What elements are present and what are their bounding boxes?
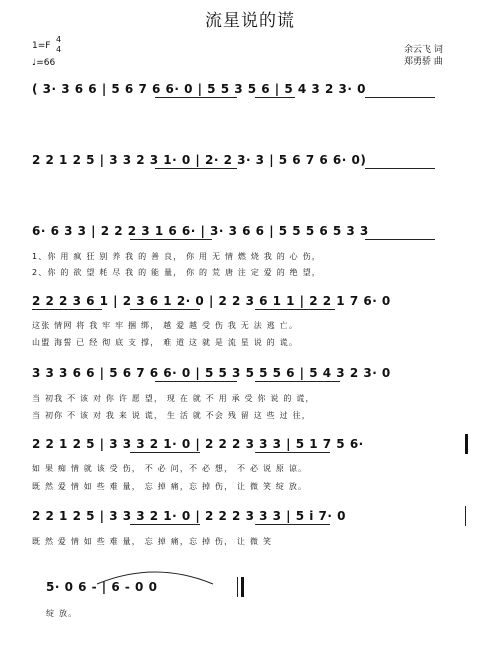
notation-line-2: 2 2 1 2 5 | 3 3 2 3 1· 0 | 2· 2 3· 3 | 5 6 7 6 6· 0): [32, 153, 367, 167]
notation-line-8: 5· 0 6 - | 6 - 0 0: [46, 580, 158, 594]
notation-line-7: 2 2 1 2 5 | 3 3 3 2 1· 0 | 2 2 2 3 3 3 | 5 i 7· 0: [32, 509, 346, 523]
beam-line-1a: [155, 97, 237, 98]
lyrics-line-5-verse-2: 当 初你 不 该 对 我 来 说 谎， 生 活 就 不会 残 留 这 些 过 往，: [32, 411, 311, 420]
notation-line-3: 6· 6 3 3 | 2 2 2 3 1 6 6· | 3· 3 6 6 | 5 5 5 6 5 3 3: [32, 224, 369, 238]
beam-line-5b: [255, 381, 340, 382]
composer-credit: 郑勇骄 曲: [404, 57, 443, 67]
tempo-marking: ♩=66: [32, 58, 56, 68]
beam-line-4c: [255, 309, 335, 310]
lyrics-line-6-verse-1: 如 果 痴 情 就 该 受 伤， 不 必 问，不 必 想， 不 必 说 原 谅。: [32, 464, 308, 473]
beam-line-6a: [130, 452, 200, 453]
beam-line-5a: [155, 381, 237, 382]
repeat-bar-line-6: [465, 434, 468, 454]
song-title: 流星说的谎: [205, 11, 295, 31]
time-signature-top: 4: [56, 35, 62, 44]
bar-line-7-end: [465, 506, 466, 526]
lyrics-line-6-verse-2: 既 然 爱 情 如 些 难 量， 忘 掉 痛，忘 掉 伤， 让 微 笑 绽 放。: [32, 482, 308, 491]
lyrics-line-8: 绽 放。: [46, 609, 78, 618]
lyrics-line-3-verse-1: 1、你 用 疯 狂 别 养 我 的 善 良， 你 用 无 情 燃 烧 我 的 心 伤，: [32, 252, 322, 261]
time-signature-bottom: 4: [56, 45, 62, 54]
beam-line-3b: [365, 239, 435, 240]
beam-line-7b: [255, 524, 330, 525]
lyrics-line-3-verse-2: 2、你 的 欲 望 耗 尽 我 的 能 量， 你 的 荒 唐 注 定 爱 的 绝 望，: [32, 268, 322, 277]
lyrics-line-4-verse-2: 山盟 海誓 已 经 彻 底 支 撑， 难 道 这 就 是 流 星 说 的 谎。: [32, 338, 299, 347]
beam-line-4a: [32, 309, 102, 310]
beam-line-4b: [130, 309, 200, 310]
beam-line-1b: [255, 97, 295, 98]
lyrics-line-4-verse-1: 这张 情网 将 我 牢 牢 捆 绑， 越 爱 越 受 伤 我 无 法 逃 亡。: [32, 321, 299, 330]
notation-line-6: 2 2 1 2 5 | 3 3 3 2 1· 0 | 2 2 2 3 3 3 | 5 1 7 5 6·: [32, 437, 364, 451]
tie-arc: [95, 566, 215, 586]
lyricist-credit: 余云飞 词: [404, 45, 443, 55]
lyrics-line-5-verse-1: 当 初我 不 该 对 你 许 愿 望， 现 在 就 不 用 承 受 你 说 的 谎，: [32, 394, 315, 403]
beam-line-2b: [365, 168, 435, 169]
lyrics-line-7: 既 然 爱 情 如 些 难 量， 忘 掉 痛，忘 掉 伤， 让 微 笑: [32, 537, 273, 546]
final-bar-thick: [241, 577, 244, 597]
beam-line-2a: [155, 168, 237, 169]
beam-line-1c: [365, 97, 435, 98]
key-signature: 1=F: [32, 41, 51, 51]
beam-line-6b: [255, 452, 330, 453]
final-bar-thin: [237, 577, 238, 597]
notation-line-1: ( 3· 3 6 6 | 5 6 7 6 6· 0 | 5 5 3 5 6 | 5 4 3 2 3· 0: [32, 82, 366, 96]
beam-line-3a: [130, 239, 212, 240]
notation-line-4: 2 2 2 3 6 1 | 2 3 6 1 2· 0 | 2 2 3 6 1 1 | 2 2 1 7 6· 0: [32, 294, 391, 308]
beam-line-7a: [130, 524, 200, 525]
notation-line-5: 3 3 3 6 6 | 5 6 7 6 6· 0 | 5 5 3 5 5 5 6 | 5 4 3 2 3· 0: [32, 366, 391, 380]
